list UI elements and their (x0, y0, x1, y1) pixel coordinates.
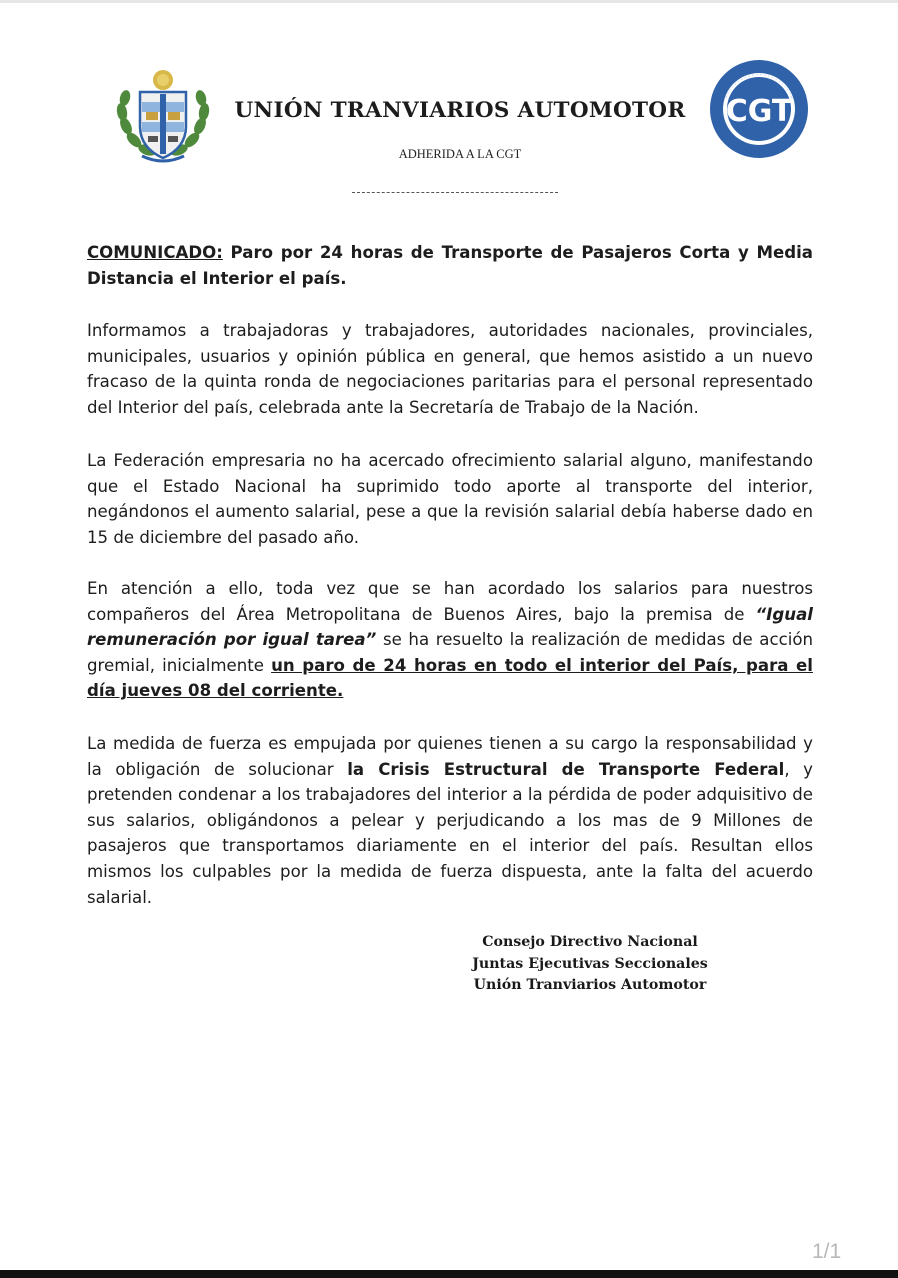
paragraph-3-text-b: se ha resuelto la realización de medidas de acción gremial, inicialmente (87, 630, 813, 675)
org-title: UNIÓN TRANVIARIOS AUTOMOTOR (234, 98, 686, 123)
paragraph-4-text-a: La medida de fuerza es empujada por quienes tienen a su cargo la responsabilidad y la obligación de solucionar (87, 734, 813, 779)
signature-line-3: Unión Tranviarios Automotor (473, 977, 707, 993)
paragraph-4 (87, 731, 813, 910)
cgt-logo-icon (708, 58, 810, 160)
paragraph-3 (87, 576, 813, 704)
paragraph-1: Informamos a trabajadoras y trabajadores, autoridades nacionales, provinciales, municipales, usuarios y opinión pública en general, que hemos asistido a un nuevo fracaso de la quinta ronda de negociaciones paritarias para el personal representado del Interior del país, celebrada ante la Secretaría de Trabajo de la Nación. (87, 321, 813, 417)
page-indicator: 1/1 (812, 1240, 842, 1263)
paragraph-2: La Federación empresaria no ha acercado ofrecimiento salarial alguno, manifestando que el Estado Nacional ha suprimido todo aporte al transporte del interior, negándonos el aumento salarial, pese a que la revisión salarial debía haberse dado en 15 de diciembre del pasado año. (87, 451, 813, 547)
signature-line-2: Juntas Ejecutivas Seccionales (472, 955, 708, 972)
paragraph-3-text-a: En atención a ello, toda vez que se han acordado los salarios para nuestros compañeros del Área Metropolitana de Buenos Aires, bajo la premisa de (87, 579, 813, 624)
communique-label: COMUNICADO: (87, 243, 223, 262)
paragraph-4-text-b: , y pretenden condenar a los trabajadores del interior a la pérdida de poder adquisitivo de sus salarios, obligándonos a pelear y perjudicando a los mas de 9 Millones de pasajeros que transportamos diariamente en el interior del país. Resultan ellos mismos los culpables por la medida de fuerza dispuesta, ante la falta del acuerdo salarial. (87, 759, 813, 907)
communique-title: Paro por 24 horas de Transporte de Pasajeros Corta y Media Distancia el Interior el país. (87, 243, 813, 288)
paragraph-4-bold: la Crisis Estructural de Transporte Federal (347, 759, 785, 779)
cgt-logo-text: CGT (725, 94, 793, 129)
header-divider (352, 192, 558, 193)
signature-line-1: Consejo Directivo Nacional (482, 934, 698, 950)
paragraph-3-quote: “Igual remuneración por igual tarea” (87, 604, 813, 650)
bottom-bar (0, 1270, 898, 1278)
top-edge (0, 0, 898, 3)
paragraph-3-strike-announcement: un paro de 24 horas en todo el interior del País, para el día jueves 08 del corriente. (87, 655, 813, 701)
org-affiliation: ADHERIDA A LA CGT (398, 147, 522, 161)
communique-headline (87, 240, 813, 291)
signature-block (440, 932, 740, 997)
uta-emblem-icon (112, 66, 214, 168)
